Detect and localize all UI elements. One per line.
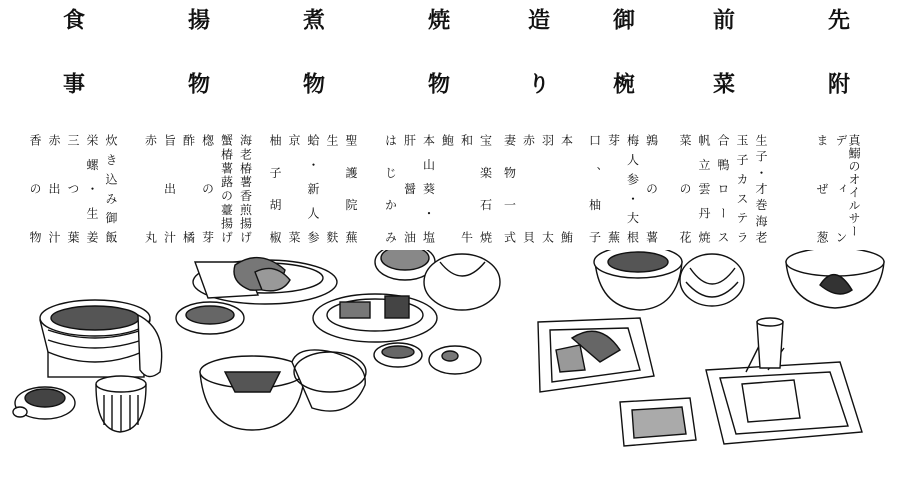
menu-item: 柚子胡椒 [268, 134, 282, 244]
menu-item: 楤の芽 [200, 134, 215, 244]
glass-illustration [757, 318, 783, 368]
menu-item: 和牛 [459, 134, 474, 244]
menu-item: 旨出汁 [162, 134, 177, 244]
cup-illustration [96, 376, 146, 432]
menu-item: 鶉の薯 [644, 134, 659, 244]
small-dish-illustration [374, 343, 481, 374]
menu-item: 蟹椿薯蕗の薹揚げ [219, 134, 234, 244]
course-agemono [135, 8, 260, 248]
course-title: 前菜 [709, 8, 736, 136]
dip-bowl-illustration [176, 302, 244, 334]
sakizuke-bowl-illustration [786, 250, 884, 308]
menu-item: 生麩 [325, 134, 339, 244]
menu-item: 肝醤油 [402, 134, 417, 244]
fried-basket-illustration [193, 258, 337, 304]
menu-item: 蛤・新人参 [306, 134, 320, 244]
menu-item: 梅人参・大根 [625, 134, 640, 244]
menu-item: 本山葵・塩 [421, 134, 436, 244]
simmered-plate-illustration [313, 294, 437, 342]
course-title: 揚物 [184, 8, 211, 136]
menu-item: 菜の花 [678, 134, 692, 244]
menu-item: まぜ葱 [815, 134, 829, 244]
menu-item: 合鴨ロース [716, 134, 730, 244]
menu-item: 三つ葉 [66, 134, 80, 244]
menu-item: 玉子カステラ [735, 134, 749, 244]
menu-item: 妻物一式 [502, 134, 517, 244]
rice-pot-illustration [40, 300, 162, 377]
menu-item: 聖護院蕪 [344, 134, 358, 244]
menu-item: 京菜 [287, 134, 301, 244]
square-dish-illustration [620, 398, 696, 446]
menu-item: 真鰯のオイルサーディン [834, 134, 861, 244]
course-sakizuke [775, 8, 900, 248]
course-nimono [250, 8, 375, 248]
menu-item: 赤出汁 [47, 134, 61, 244]
lidded-bowl-illustration [200, 350, 366, 430]
menu-item: はじかみ [383, 134, 398, 244]
course-title: 先附 [824, 8, 851, 136]
menu-item: 芽蕪 [606, 134, 621, 244]
course-title: 造り [524, 8, 551, 136]
menu-item: 鮑 [440, 134, 455, 147]
course-yakimono [375, 8, 500, 248]
menu-item: 炊き込み御飯 [104, 134, 118, 244]
menu-item: 宝楽石焼 [478, 134, 493, 244]
menu-item: 本鮪 [559, 134, 574, 244]
menu-item: 酢橘 [181, 134, 196, 244]
menu-item: 帆立雲丹焼 [697, 134, 711, 244]
menu-item: 香の物 [28, 134, 42, 244]
soup-bowl-illustration [13, 387, 75, 419]
owan-bowl-illustration [594, 250, 744, 310]
dish-illustrations [0, 250, 900, 480]
menu-item: 羽太 [540, 134, 555, 244]
course-title: 食事 [59, 8, 86, 136]
menu-item: 赤丸 [143, 134, 158, 244]
course-title: 御椀 [609, 8, 636, 136]
menu-item: 口、柚子 [587, 134, 602, 244]
sashimi-plate-illustration [538, 318, 654, 392]
course-title: 煮物 [299, 8, 326, 136]
appetizer-tray-illustration [706, 344, 862, 444]
course-title: 焼物 [424, 8, 451, 136]
menu-item: 生子・才巻海老 [754, 134, 768, 244]
menu-item: 赤貝 [521, 134, 536, 244]
course-shokuji [10, 8, 135, 248]
menu-item: 栄螺・生姜 [85, 134, 99, 244]
menu-item: 海老椿薯香煎揚げ [238, 134, 253, 244]
